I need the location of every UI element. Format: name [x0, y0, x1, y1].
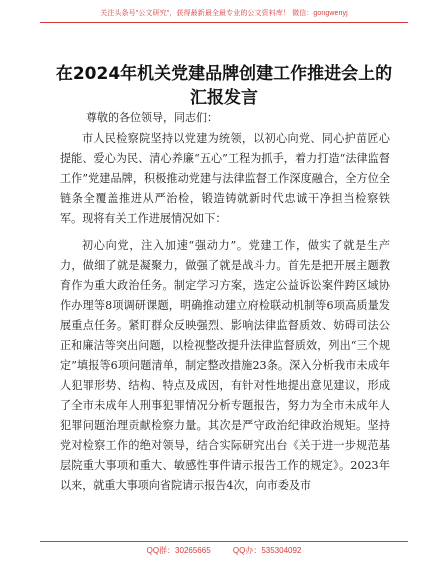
footer-qq-group: QQ群：30265665	[146, 546, 211, 555]
footer-divider	[40, 541, 408, 542]
greeting: 尊敬的各位领导，同志们：	[86, 111, 218, 124]
paragraph: 市人民检察院坚持以党建为统领，以初心向党、同心护苗匠心提能、爱心为民、清心养廉“五心”工程为抓手，着力打造“法律监督工作”党建品牌，积极推动党建与法律监督工作深度融合，全方位全链条全覆盖推进从严治检，锻造铸就新时代忠诚干净担当检察铁军。现将有关工作进展情况如下：	[60, 132, 390, 225]
paragraph: 初心向党，注入加速“强动力”。党建工作，做实了就是生产力，做细了就是凝聚力，做强了就是战斗力。首先是把开展主题教育作为重大政治任务。制定学习方案，选定公益诉讼案件跨区域协作办理等8项调研课题，明确推动建立府检联动机制等6项高质量发展重点任务。紧盯群众反映强烈、影响法律监督质效、妨碍司法公正和廉洁等突出问题，以检视整改提升法律监督质效，列出“三个规定”填报等6项问题清单，制定整改措施23条。深入分析我市未成年人犯罪形势、结构、特点及成因，有针对性地提出意见建议，形成了全市未成年人刑事犯罪情况分析专题报告，努力为全市未成年人犯罪问题治理贡献检察力量。其次是严守政治纪律政治规矩。坚持党对检察工作的绝对领导，结合实际研究出台《关于进一步规范基层院重大事项和重大、敏感性事件请示报告工作的规定》。2023年以来，就重大事项向省院请示报告4次，向市委及市	[60, 239, 390, 492]
document-title: 在2024年机关党建品牌创建工作推进会上的汇报发言	[55, 64, 393, 108]
footer	[40, 545, 408, 556]
header-divider	[40, 22, 408, 23]
header-banner: 关注头条号"公文研究"，获得最新最全最专业的公文资料库！ 微信：gongwenyj	[100, 10, 348, 17]
footer-qq: QQ办：535304092	[232, 546, 302, 555]
